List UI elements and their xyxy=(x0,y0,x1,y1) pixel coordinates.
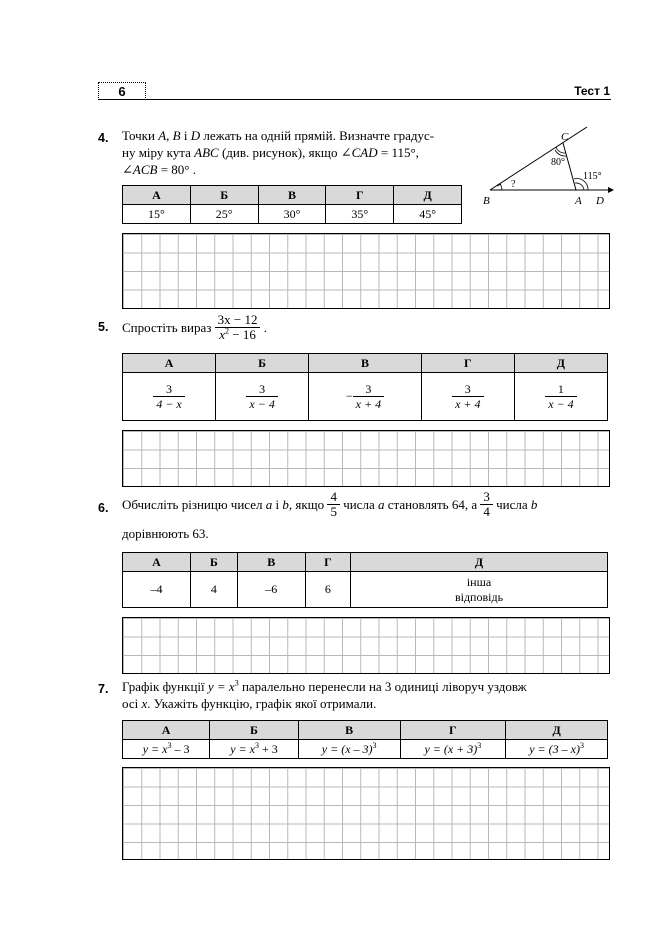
q4-head-v: В xyxy=(258,186,326,205)
q6-head-a: А xyxy=(123,553,191,572)
q7-option-b: $y = x^3 + 3$ xyxy=(210,740,299,759)
q5-number: 5. xyxy=(98,320,109,334)
q4-answer-table xyxy=(122,185,462,224)
q5-text: Спростіть вираз $\frac{3x - 12}{x^2 - 16}$ . xyxy=(122,312,267,342)
header-rule xyxy=(98,99,611,100)
q5-option-a: $\frac{3}{4 - x}$ xyxy=(123,373,216,421)
q5-expression: $\frac{3x - 12}{x^2 - 16}$ xyxy=(215,313,261,342)
q6-number: 6. xyxy=(98,501,109,515)
q7-head-a: А xyxy=(123,721,210,740)
q5-option-v: − $\frac{3}{x + 4}$ xyxy=(309,373,422,421)
angle-b-unknown: ? xyxy=(511,179,516,190)
q6-head-d: Д xyxy=(351,553,608,572)
q6-option-d: інша відповідь xyxy=(351,572,608,608)
q5-head-v: В xyxy=(309,354,422,373)
label-d: D xyxy=(596,195,604,207)
q6-fraction-1: $\frac{4}{5}$ xyxy=(327,490,340,519)
q5-option-d: $\frac{1}{x - 4}$ xyxy=(514,373,607,421)
q4-work-grid[interactable] xyxy=(122,233,610,309)
q7-answer-table xyxy=(122,720,608,759)
q6-head-b: Б xyxy=(191,553,238,572)
label-c: C xyxy=(561,131,569,143)
q7-head-v: В xyxy=(298,721,400,740)
angle-c-label: 80° xyxy=(551,157,565,168)
q4-head-b: Б xyxy=(190,186,258,205)
q4-number: 4. xyxy=(98,131,109,145)
q6-head-g: Г xyxy=(305,553,350,572)
test-label: Тест 1 xyxy=(574,84,610,98)
q6-answer-table xyxy=(122,552,608,608)
q4-head-d: Д xyxy=(394,186,462,205)
q4-option-v: 30° xyxy=(258,205,326,224)
q5-head-b: Б xyxy=(216,354,309,373)
q7-head-g: Г xyxy=(400,721,506,740)
q4-head-a: А xyxy=(123,186,191,205)
label-a: A xyxy=(575,195,582,207)
q5-answer-table xyxy=(122,353,608,421)
q6-option-g: 6 xyxy=(305,572,350,608)
q6-work-grid[interactable] xyxy=(122,617,610,674)
q5-head-a: А xyxy=(123,354,216,373)
q4-option-d: 45° xyxy=(394,205,462,224)
q6-head-v: В xyxy=(237,553,305,572)
q4-option-a: 15° xyxy=(123,205,191,224)
label-b: B xyxy=(483,195,490,207)
q6-text-line2: дорівнюють 63. xyxy=(122,526,209,541)
q7-option-v: y = (x – 3)$^3$ xyxy=(298,740,400,759)
page-number: 6 xyxy=(98,82,146,100)
q7-number: 7. xyxy=(98,682,109,696)
q7-work-grid[interactable] xyxy=(122,767,610,860)
q6-text: Обчисліть різницю чисел a і b, якщо $\frac{4}{5}$ числа a становлять 64, а $\frac{3}{4}$ числа b xyxy=(122,489,538,519)
q5-head-g: Г xyxy=(421,354,514,373)
q7-option-g: $y = (x + 3)^3$ xyxy=(400,740,506,759)
q4-head-g: Г xyxy=(326,186,394,205)
q6-fraction-2: $\frac{3}{4}$ xyxy=(480,490,493,519)
q5-head-d: Д xyxy=(514,354,607,373)
q6-option-a: –4 xyxy=(123,572,191,608)
q4-text: Точки A, B і D лежать на одній прямій. Визначте градус- ну міру кута ABC (див. рисунок), якщо ∠CAD = 115°, ∠ACB = 80° . xyxy=(122,128,435,177)
q6-option-v: –6 xyxy=(237,572,305,608)
q6-option-b: 4 xyxy=(191,572,238,608)
line-bc xyxy=(490,127,587,190)
q7-head-d: Д xyxy=(506,721,608,740)
q4-option-g: 35° xyxy=(326,205,394,224)
q4-triangle-figure xyxy=(480,125,615,210)
q4-option-b: 25° xyxy=(190,205,258,224)
q5-option-g: $\frac{3}{x + 4}$ xyxy=(421,373,514,421)
q7-text: Графік функції $y = x^3$ паралельно перенесли на 3 одиниці ліворуч уздовж осі x. Укажіть функцію, графік якої отримали. xyxy=(122,678,527,711)
q7-head-b: Б xyxy=(210,721,299,740)
angle-a-label: 115° xyxy=(583,171,602,182)
q7-option-d: y = (3 – x)$^3$ xyxy=(506,740,608,759)
arrow-d xyxy=(608,187,614,193)
q5-work-grid[interactable] xyxy=(122,430,610,487)
q5-option-b: $\frac{3}{x - 4}$ xyxy=(216,373,309,421)
q7-option-a: $y = x^3 - 3$ xyxy=(123,740,210,759)
